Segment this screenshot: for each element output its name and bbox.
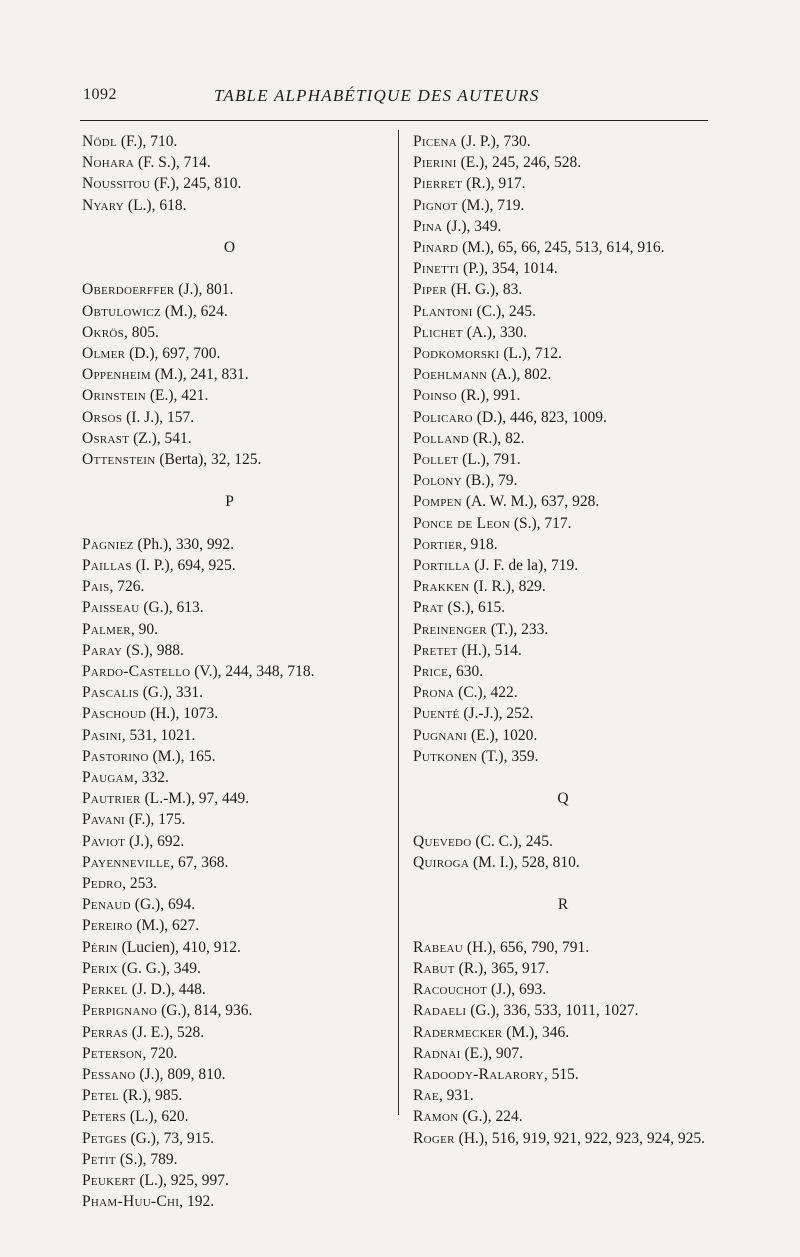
index-entry — [82, 301, 387, 322]
index-entry — [82, 152, 387, 173]
index-entry — [82, 428, 387, 449]
index-entry — [413, 407, 713, 428]
page-references: (C.), 245. — [472, 302, 536, 320]
index-entry — [413, 1000, 713, 1021]
index-entry — [82, 915, 387, 936]
author-name: Poehlmann — [413, 366, 488, 384]
page-references: (Lucien), 410, 912. — [117, 938, 241, 956]
author-name: Price — [413, 663, 449, 681]
author-name: Paillas — [82, 557, 132, 575]
page-references: (P.), 354, 1014. — [459, 260, 558, 278]
page-references: (J. E.), 528. — [127, 1023, 205, 1041]
author-name: Payenneville — [82, 853, 171, 871]
author-name: Paisseau — [82, 599, 140, 617]
index-entry — [82, 322, 387, 343]
author-name: Nohara — [82, 154, 135, 172]
author-name: Orsos — [82, 408, 123, 426]
index-entry — [413, 1043, 713, 1064]
author-name: Ramon — [413, 1108, 459, 1126]
index-entry — [413, 831, 713, 852]
index-entry — [82, 746, 387, 767]
page-references: , 720. — [142, 1044, 178, 1062]
page-references: (G.), 613. — [139, 599, 204, 617]
author-name: Putkonen — [413, 747, 478, 765]
index-entry — [82, 1000, 387, 1021]
page-references: (A. W. M.), 637, 928. — [461, 493, 600, 511]
letter-heading: R — [557, 896, 569, 914]
author-name: Polland — [413, 429, 469, 447]
author-name: Petit — [82, 1150, 116, 1168]
left-column — [82, 131, 387, 1212]
index-entry — [413, 852, 713, 873]
page-references: (G.), 224. — [458, 1108, 523, 1126]
index-entry — [413, 1022, 713, 1043]
page-references: (R.), 991. — [457, 387, 521, 405]
index-entry — [413, 385, 713, 406]
page-references: (E.), 421. — [146, 387, 209, 405]
author-name: Palmer — [82, 620, 131, 638]
author-name: Pretet — [413, 641, 458, 659]
page-references: , 630. — [448, 663, 484, 681]
author-name: Prona — [413, 684, 455, 702]
page-references: , 515. — [543, 1065, 579, 1083]
author-name: Pierini — [413, 154, 457, 172]
author-name: Pugnani — [413, 726, 468, 744]
author-name: Pascalis — [82, 684, 139, 702]
author-name: Pinard — [413, 239, 459, 257]
author-name: Pereiro — [82, 917, 133, 935]
page-references: , 918. — [462, 535, 498, 553]
author-name: Ottenstein — [82, 451, 156, 469]
page-references: (M.), 627. — [132, 917, 200, 935]
index-entry — [82, 725, 387, 746]
index-entry — [82, 661, 387, 682]
index-entry — [82, 364, 387, 385]
page-references: (M.), 241, 831. — [150, 366, 249, 384]
index-entry — [82, 1170, 387, 1191]
index-entry — [413, 513, 713, 534]
index-entry — [82, 852, 387, 873]
page-references: (G.), 694. — [130, 896, 196, 914]
author-name: Portier — [413, 535, 463, 553]
page-references: (M.), 65, 66, 245, 513, 614, 916. — [458, 239, 665, 257]
page-references: (M.), 165. — [148, 747, 216, 765]
page-references: (B.), 79. — [461, 472, 518, 490]
author-name: Peukert — [82, 1171, 136, 1189]
page-references: (Z.), 541. — [129, 429, 192, 447]
author-name: Rabut — [413, 959, 455, 977]
author-name: Radnai — [413, 1044, 461, 1062]
index-entry — [413, 364, 713, 385]
index-entry — [82, 343, 387, 364]
index-entry — [82, 534, 387, 555]
index-entry — [413, 428, 713, 449]
index-entry — [413, 258, 713, 279]
header-rule — [80, 120, 708, 121]
index-entry — [413, 279, 713, 300]
author-name: Radaeli — [413, 1002, 467, 1020]
index-entry — [413, 1128, 713, 1149]
page-references: (T.), 359. — [477, 747, 539, 765]
author-name: Pardo-Castello — [82, 663, 191, 681]
author-name: Petges — [82, 1129, 127, 1147]
author-name: Orinstein — [82, 387, 147, 405]
author-name: Racouchot — [413, 981, 488, 999]
index-entry — [413, 301, 713, 322]
author-name: Prat — [413, 599, 444, 617]
author-name: Polony — [413, 472, 462, 490]
page-references: (J.), 801. — [174, 281, 234, 299]
page-references: (G.), 73, 915. — [126, 1129, 215, 1147]
page-references: (G.), 331. — [138, 684, 204, 702]
page-references: (M.), 346. — [502, 1023, 570, 1041]
index-entry — [82, 173, 387, 194]
page-references: (L.), 618. — [124, 196, 187, 214]
page-references: (G.), 336, 533, 1011, 1027. — [466, 1002, 639, 1020]
author-name: Radermecker — [413, 1023, 503, 1041]
author-name: Paray — [82, 641, 123, 659]
author-name: Piper — [413, 281, 447, 299]
author-name: Peterson — [82, 1044, 143, 1062]
index-entry — [82, 1106, 387, 1127]
author-name: Roger — [413, 1129, 455, 1147]
column-divider — [398, 130, 399, 1115]
index-entry — [413, 343, 713, 364]
author-name: Nödl — [82, 133, 118, 150]
author-name: Nyary — [82, 196, 125, 214]
index-entry — [413, 937, 713, 958]
index-entry — [82, 831, 387, 852]
index-entry — [413, 725, 713, 746]
index-entry — [82, 873, 387, 894]
page-references: (J.), 809, 810. — [135, 1065, 226, 1083]
page-references: , 805. — [124, 323, 159, 341]
author-name: Podkomorski — [413, 345, 500, 363]
page-references: (R.), 365, 917. — [454, 959, 550, 977]
page-references: , 67, 368. — [170, 853, 229, 871]
author-name: Pollet — [413, 451, 459, 469]
author-name: Noussitou — [82, 175, 151, 193]
author-name: Plichet — [413, 323, 463, 341]
page-references: (V.), 244, 348, 718. — [190, 663, 315, 681]
index-entry — [82, 279, 387, 300]
index-entry — [413, 682, 713, 703]
index-entry — [413, 173, 713, 194]
page-references: (H.), 1073. — [146, 705, 219, 723]
page-references: (R.), 917. — [462, 175, 526, 193]
author-name: Okrös — [82, 323, 125, 341]
page-references: , 192. — [179, 1193, 215, 1211]
author-name: Prakken — [413, 578, 470, 596]
index-entry — [82, 1128, 387, 1149]
index-entry — [82, 195, 387, 216]
page-references: (M.), 719. — [457, 196, 525, 214]
author-name: Poinso — [413, 387, 458, 405]
index-entry — [82, 576, 387, 597]
page-references: , 253. — [122, 875, 157, 893]
page-references: (J. F. de la), 719. — [470, 557, 579, 575]
letter-heading: P — [225, 493, 234, 511]
author-name: Portilla — [413, 557, 471, 575]
page-references: (S.), 717. — [509, 514, 572, 532]
page-references: (F.), 175. — [125, 811, 186, 829]
index-entry — [82, 937, 387, 958]
author-name: Peters — [82, 1108, 127, 1126]
author-name: Pasini — [82, 726, 122, 744]
index-entry — [82, 788, 387, 809]
author-name: Policaro — [413, 408, 473, 426]
index-entry — [413, 555, 713, 576]
page-references: , 531, 1021. — [121, 726, 196, 744]
author-name: Picena — [413, 133, 458, 150]
author-name: Pinetti — [413, 260, 460, 278]
author-name: Quiroga — [413, 853, 470, 871]
index-entry — [82, 1043, 387, 1064]
index-entry — [82, 1022, 387, 1043]
index-entry — [82, 640, 387, 661]
page-references: (M.), 624. — [160, 302, 228, 320]
author-name: Rae — [413, 1087, 439, 1105]
index-entry — [413, 534, 713, 555]
index-entry — [82, 809, 387, 830]
author-name: Preinenger — [413, 620, 487, 638]
page-references: (A.), 330. — [462, 323, 527, 341]
author-name: Osrast — [82, 429, 130, 447]
page-references: , 726. — [109, 578, 145, 596]
index-entry — [413, 152, 713, 173]
page-references: (C.), 422. — [454, 684, 518, 702]
index-entry — [413, 619, 713, 640]
author-name: Périn — [82, 938, 118, 956]
page-references: (L.-M.), 97, 449. — [140, 790, 250, 808]
author-name: Pierret — [413, 175, 463, 193]
page-references: (F. S.), 714. — [134, 154, 211, 172]
page-references: (E.), 907. — [460, 1044, 523, 1062]
index-entry — [82, 1149, 387, 1170]
page-references: (F.), 245, 810. — [150, 175, 242, 193]
index-entry — [82, 1191, 387, 1212]
page-references: (H.), 514. — [457, 641, 522, 659]
page-references: (J. P.), 730. — [457, 133, 531, 150]
author-name: Pessano — [82, 1065, 136, 1083]
index-entry — [413, 979, 713, 1000]
author-name: Pagniez — [82, 535, 134, 553]
page-references: (I. P.), 694, 925. — [131, 557, 236, 575]
author-name: Pompen — [413, 493, 462, 511]
page-references: , 332. — [133, 769, 169, 787]
page-references: (I. J.), 157. — [122, 408, 195, 426]
author-name: Pignot — [413, 196, 458, 214]
index-entry — [413, 449, 713, 470]
index-entry — [413, 576, 713, 597]
page-references: (C. C.), 245. — [471, 832, 553, 850]
author-name: Pedro — [82, 875, 123, 893]
page-references: (J.), 693. — [487, 981, 547, 999]
author-name: Olmer — [82, 345, 126, 363]
page-references: (R.), 82. — [468, 429, 525, 447]
index-entry — [413, 746, 713, 767]
author-name: Perpignano — [82, 1002, 158, 1020]
index-entry — [413, 1064, 713, 1085]
index-entry — [413, 195, 713, 216]
page-references: (H. G.), 83. — [446, 281, 523, 299]
page-references: (J. D.), 448. — [127, 981, 206, 999]
running-title: TABLE ALPHABÉTIQUE DES AUTEURS — [214, 86, 540, 105]
author-name: Pautrier — [82, 790, 141, 808]
index-entry — [413, 1085, 713, 1106]
page-references: (H.), 656, 790, 791. — [463, 938, 590, 956]
author-name: Petel — [82, 1087, 119, 1105]
index-entry — [82, 555, 387, 576]
author-name: Quevedo — [413, 832, 472, 850]
author-name: Pham-Huu-Chi — [82, 1193, 180, 1211]
index-entry — [82, 703, 387, 724]
author-name: Obtulowicz — [82, 302, 161, 320]
page-references: (F.), 710. — [117, 133, 178, 150]
page-references: , 90. — [130, 620, 159, 638]
page-references: (R.), 985. — [119, 1087, 183, 1105]
author-name: Paschoud — [82, 705, 147, 723]
page-references: (J.), 349. — [442, 217, 502, 235]
page-references: (D.), 697, 700. — [125, 345, 221, 363]
index-entry — [413, 640, 713, 661]
index-entry — [82, 385, 387, 406]
author-name: Ponce de Leon — [413, 514, 510, 532]
index-entry — [413, 1106, 713, 1127]
index-entry — [82, 682, 387, 703]
index-entry — [413, 958, 713, 979]
index-entry — [413, 322, 713, 343]
page-references: (E.), 245, 246, 528. — [456, 154, 582, 172]
author-name: Paviot — [82, 832, 126, 850]
author-name: Perix — [82, 959, 118, 977]
index-entry — [413, 491, 713, 512]
page-references: (G. G.), 349. — [117, 959, 201, 977]
letter-heading: O — [223, 238, 236, 256]
index-entry — [413, 470, 713, 491]
author-name: Pina — [413, 217, 443, 235]
right-column — [413, 131, 713, 1149]
page-references: (L.), 925, 997. — [135, 1171, 229, 1189]
page-references: (S.), 789. — [115, 1150, 178, 1168]
index-entry — [82, 1064, 387, 1085]
page-references: (T.), 233. — [486, 620, 549, 638]
author-name: Plantoni — [413, 302, 473, 320]
page-references: (L.), 712. — [499, 345, 562, 363]
page-references: (L.), 791. — [458, 451, 521, 469]
page-references: (E.), 1020. — [467, 726, 538, 744]
page-references: (M. I.), 528, 810. — [469, 853, 580, 871]
index-entry — [413, 597, 713, 618]
page-references: (D.), 446, 823, 1009. — [472, 408, 607, 426]
author-name: Rabeau — [413, 938, 464, 956]
index-entry — [82, 407, 387, 428]
index-entry — [82, 1085, 387, 1106]
page-references: (L.), 620. — [126, 1108, 189, 1126]
index-entry — [82, 958, 387, 979]
index-entry — [82, 894, 387, 915]
page-references: (Berta), 32, 125. — [155, 451, 262, 469]
author-name: Radoody-Ralarory — [413, 1065, 544, 1083]
index-entry — [82, 619, 387, 640]
page-references: (A.), 802. — [487, 366, 552, 384]
index-entry — [413, 237, 713, 258]
index-entry — [82, 979, 387, 1000]
author-name: Oberdoerffer — [82, 281, 175, 299]
author-name: Perkel — [82, 981, 128, 999]
page-references: (I. R.), 829. — [469, 578, 546, 596]
author-name: Oppenheim — [82, 366, 151, 384]
author-name: Penaud — [82, 896, 131, 914]
page-references: (S.), 988. — [122, 641, 184, 659]
index-entry — [82, 767, 387, 788]
page-references: (Ph.), 330, 992. — [133, 535, 234, 553]
page-references: , 931. — [438, 1087, 474, 1105]
index-entry — [82, 131, 387, 152]
index-entry — [413, 703, 713, 724]
page-number: 1092 — [83, 86, 117, 103]
index-entry — [82, 597, 387, 618]
index-entry — [413, 216, 713, 237]
author-name: Pastorino — [82, 747, 149, 765]
page-references: (J.), 692. — [125, 832, 185, 850]
author-name: Pavani — [82, 811, 126, 829]
page-references: (J.-J.), 252. — [459, 705, 534, 723]
author-name: Pais — [82, 578, 110, 596]
letter-heading: Q — [557, 790, 569, 808]
page-references: (H.), 516, 919, 921, 922, 923, 924, 925. — [454, 1129, 705, 1147]
index-entry — [82, 449, 387, 470]
page-references: (S.), 615. — [443, 599, 506, 617]
page-references: (G.), 814, 936. — [157, 1002, 253, 1020]
author-name: Puenté — [413, 705, 460, 723]
author-name: Perras — [82, 1023, 128, 1041]
index-entry — [413, 131, 713, 152]
index-entry — [413, 661, 713, 682]
author-name: Paugam — [82, 769, 134, 787]
